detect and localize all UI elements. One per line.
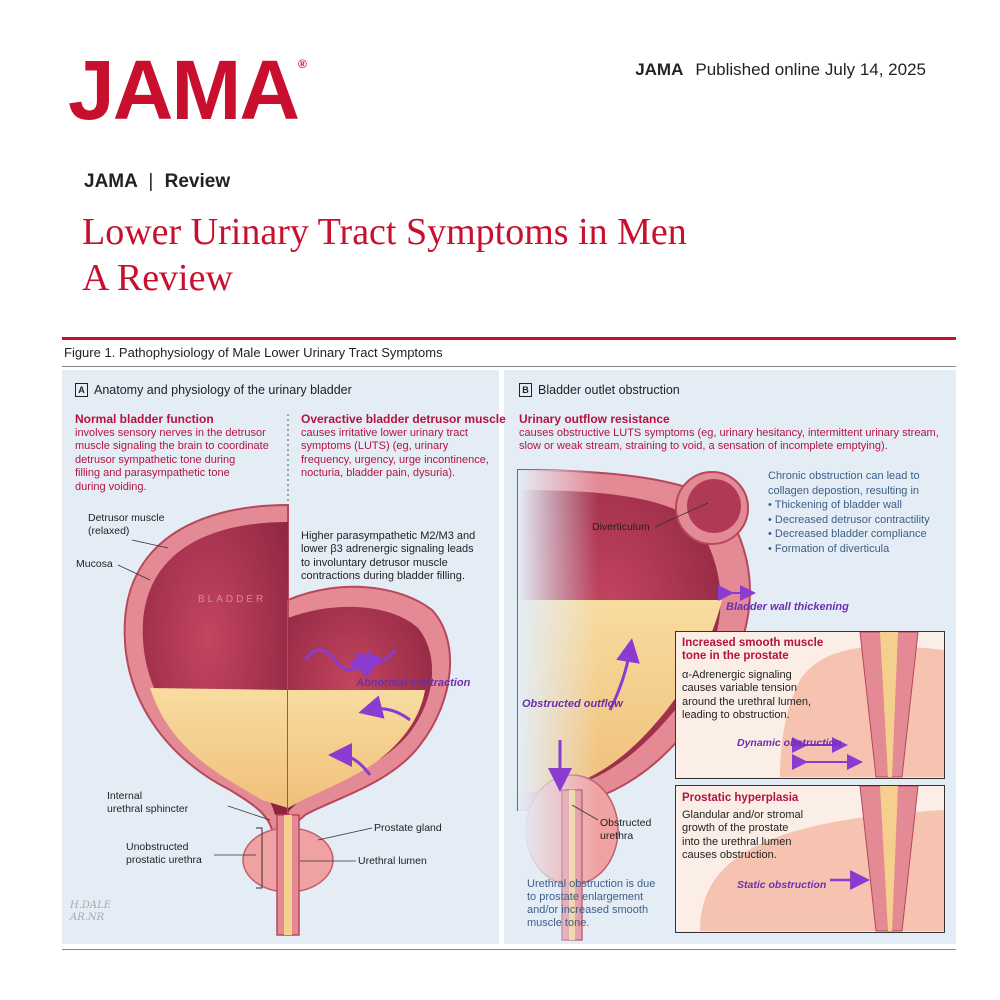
- normal-function-heading: Normal bladder function: [75, 412, 214, 426]
- obstructed-urethra-label: Obstructed urethra: [600, 817, 652, 842]
- wall-thickening-label: Bladder wall thickening: [726, 601, 849, 613]
- unobstructed-urethra-label: Unobstructed prostatic urethra: [126, 841, 202, 866]
- normal-function-text: involves sensory nerves in the detrusor muscle signaling the brain to coordinate detrusor sympathetic tone during filling and parasympathetic tone during voiding.: [75, 427, 269, 493]
- jama-logo: JAMA®: [68, 43, 307, 137]
- enlarged-prostate-label: ENLARGED PROSTATE: [706, 913, 868, 924]
- chronic-obstruction-text: Chronic obstruction can lead to collagen depostion, resulting in • Thickening of bladder wall • Decreased detrusor contractility • Decreased bladder compliance • Formation of diverticula: [768, 470, 930, 555]
- artist-signature: H.DALE AR.NR: [70, 900, 112, 923]
- abnormal-contraction-label: Abnormal contraction: [356, 677, 471, 689]
- obstruction-footnote: Urethral obstruction is due to prostate enlargement and/or increased smooth muscle tone.: [527, 878, 656, 929]
- bladder-label: BLADDER: [198, 594, 267, 605]
- parasympathetic-text: Higher parasympathetic M2/M3 and lower β3 adrenergic signaling leads to involuntary detrusor muscle contractions during bladder filling.: [301, 530, 476, 583]
- sphincter-label: Internal urethral sphincter: [107, 790, 189, 815]
- bladder-contracted-half: [288, 587, 450, 830]
- mucosa-label: Mucosa: [76, 558, 113, 570]
- journal-name: JAMA: [635, 60, 684, 79]
- published-date: Published online July 14, 2025: [695, 60, 926, 79]
- inset1-text: α-Adrenergic signaling causes variable tension around the urethral lumen, leading to obstruction.: [682, 669, 812, 722]
- urethral-lumen-label: Urethral lumen: [358, 855, 427, 867]
- inset2-text: Glandular and/or stromal growth of the prostate into the urethral lumen causes obstruction.: [682, 809, 804, 862]
- diverticulum-label: Diverticulum: [592, 521, 650, 533]
- inset1-heading: Increased smooth muscle tone in the prostate: [682, 637, 824, 662]
- article-title: Lower Urinary Tract Symptoms in Men: [82, 211, 687, 253]
- static-obstruction-label: Static obstruction: [737, 879, 827, 891]
- oab-text: causes irritative lower urinary tract symptoms (LUTS) (eg, urinary frequency, urgency, urge incontinence, nocturia, bladder pain, dysuria).: [301, 427, 489, 480]
- figure-bottom-rule: [62, 949, 956, 950]
- dynamic-obstruction-label: Dynamic obstruction: [737, 737, 842, 749]
- detrusor-label: Detrusor muscle (relaxed): [88, 512, 165, 537]
- section-label: JAMA | Review: [84, 171, 231, 192]
- bladder-normal-half: [125, 505, 288, 830]
- urethra-prostate-a: [243, 815, 333, 935]
- oab-heading: Overactive bladder detrusor muscle: [301, 412, 506, 426]
- outflow-resistance-heading: Urinary outflow resistance: [519, 412, 670, 426]
- panel-b-title: B Bladder outlet obstruction: [519, 383, 680, 397]
- prostate-gland-label: Prostate gland: [374, 822, 442, 834]
- outflow-resistance-text: causes obstructive LUTS symptoms (eg, urinary hesitancy, intermittent urinary stream, slow or weak stream, straining to void, a sensation of incomplete emptying).: [519, 427, 939, 453]
- panel-a-title: A Anatomy and physiology of the urinary bladder: [75, 383, 352, 397]
- obstructed-outflow-label: Obstructed outflow: [522, 698, 623, 710]
- figure-caption: Figure 1. Pathophysiology of Male Lower Urinary Tract Symptoms: [64, 345, 443, 360]
- article-subtitle: A Review: [82, 257, 233, 299]
- inset2-heading: Prostatic hyperplasia: [682, 792, 799, 804]
